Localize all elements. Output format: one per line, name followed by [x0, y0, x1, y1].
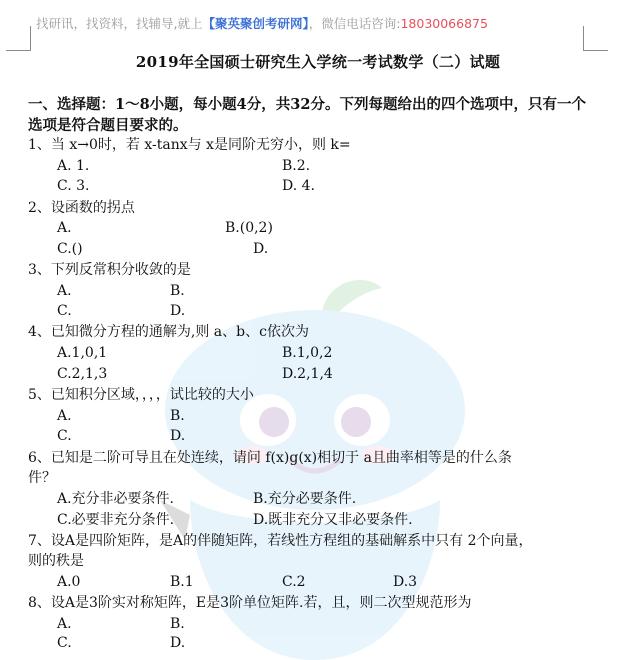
q6-option-c: C.必要非充分条件.: [57, 512, 175, 528]
q3-option-b: B.: [170, 283, 185, 299]
q5-option-b: B.: [170, 408, 185, 424]
q7-option-a: A.0: [57, 574, 81, 590]
q4-option-b: B.1,0,2: [282, 345, 333, 361]
header-prefix: 找研讯，找资料，找辅导,就上: [36, 16, 203, 31]
q2-option-a: A.: [57, 220, 72, 236]
q3-option-a: A.: [57, 283, 72, 299]
q8-option-c: C.: [57, 635, 72, 651]
q2-option-b: B.(0,2): [225, 220, 273, 236]
page-header: [36, 14, 596, 32]
q6-option-d: D.既非充分又非必要条件.: [253, 512, 413, 528]
question-7-stem-line-2: 则的秩是: [28, 553, 84, 569]
q2-option-c: C.(): [57, 241, 83, 257]
q8-option-a: A.: [57, 616, 72, 632]
exam-title: 2019年全国硕士研究生入学统一考试数学（二）试题: [135, 53, 501, 71]
q5-option-c: C.: [57, 428, 72, 444]
q4-option-d: D.2,1,4: [282, 366, 333, 382]
q1-option-b: B.2.: [282, 158, 311, 174]
q3-option-d: D.: [170, 303, 186, 319]
q5-option-d: D.: [170, 428, 186, 444]
q1-option-d: D. 4.: [282, 178, 315, 194]
question-4-stem: 4、已知微分方程的通解为,则 a、b、c依次为: [28, 324, 309, 340]
header-phone: 18030066875: [400, 16, 488, 31]
question-3-stem: 3、下列反常积分收敛的是: [28, 262, 191, 278]
q6-option-a: A.充分非必要条件.: [57, 491, 175, 507]
question-2-stem: 2、设函数的拐点: [28, 200, 135, 216]
q5-option-a: A.: [57, 408, 72, 424]
q7-option-c: C.2: [282, 574, 306, 590]
q7-option-d: D.3: [393, 574, 418, 590]
question-5-stem: 5、已知积分区域，，，，试比较的大小: [28, 387, 254, 403]
header-brand: 【聚英聚创考研网】: [202, 16, 309, 31]
q4-option-c: C.2,1,3: [57, 366, 108, 382]
question-7-stem-line-1: 7、设A是四阶矩阵，是A的伴随矩阵，若线性方程组的基础解系中只有 2个向量，: [28, 533, 533, 549]
section-heading: 一、选择题：1～8小题，每小题4分，共32分。下列每题给出的四个选项中，只有一个选项是符合题目要求的。: [28, 96, 586, 134]
q4-option-a: A.1,0,1: [57, 345, 108, 361]
q8-option-d: D.: [170, 635, 186, 651]
q8-option-b: B.: [170, 616, 185, 632]
question-6-stem-line-2: 件？: [28, 470, 56, 486]
q3-option-c: C.: [57, 303, 72, 319]
q2-option-d: D.: [253, 241, 269, 257]
q1-option-a: A. 1.: [57, 158, 90, 174]
header-middle: ，微信电话咨询:: [308, 16, 401, 31]
q6-option-b: B.充分必要条件.: [253, 491, 357, 507]
question-1-stem: 1、当 x→0时，若 x-tanx与 x是同阶无穷小，则 k=: [28, 137, 351, 153]
question-6-stem-line-1: 6、已知是二阶可导且在处连续，请问 f(x)g(x)相切于 a且曲率相等是的什么条: [28, 450, 512, 466]
crop-mark-top-left: [6, 26, 31, 51]
q1-option-c: C. 3.: [57, 178, 90, 194]
q7-option-b: B.1: [170, 574, 194, 590]
question-8-stem: 8、设A是3阶实对称矩阵，E是3阶单位矩阵.若，且，则二次型规范形为: [28, 595, 472, 611]
